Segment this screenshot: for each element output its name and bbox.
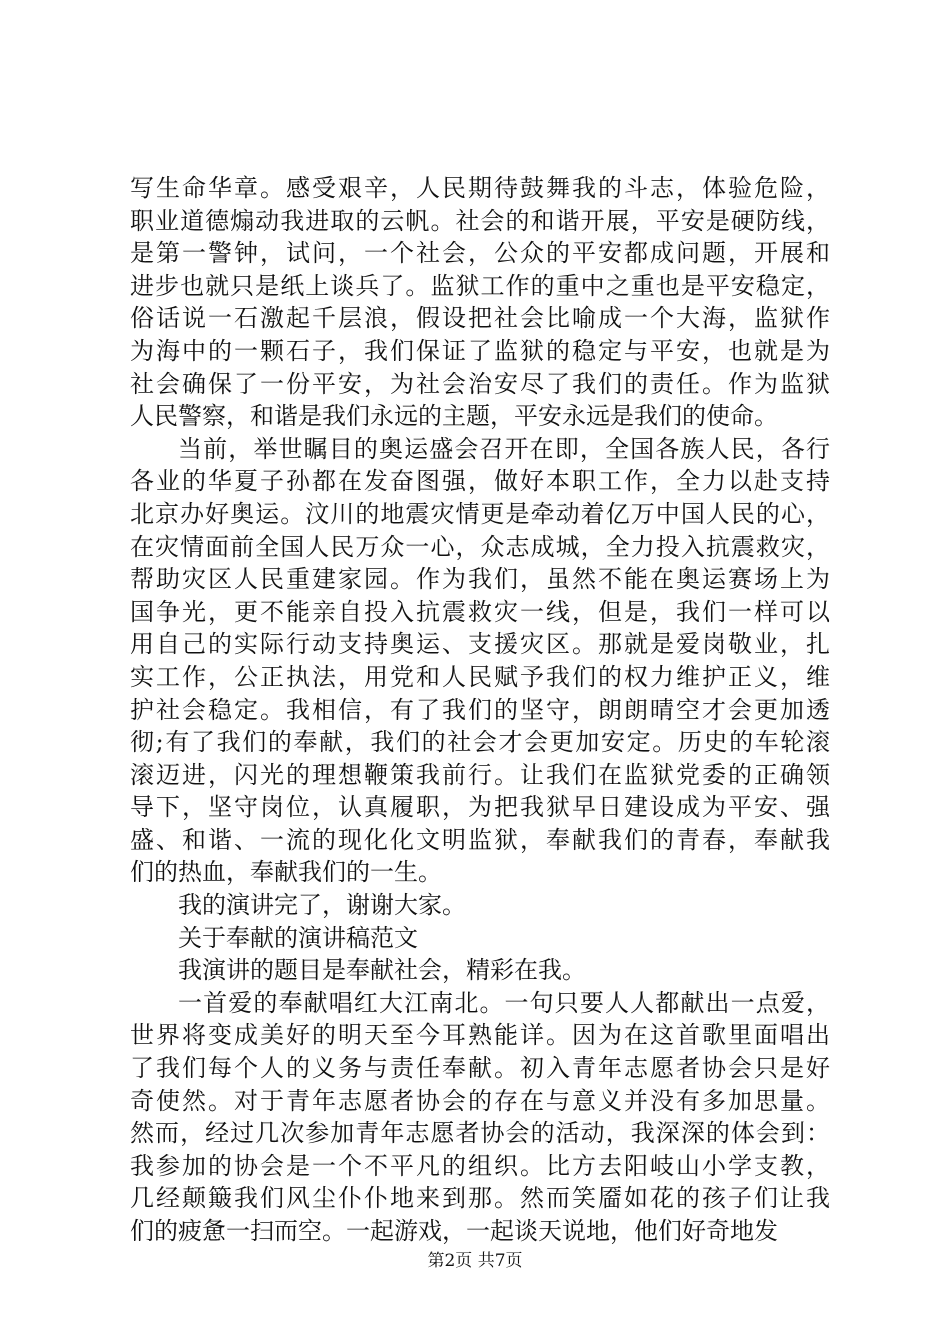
text-line: 奇使然。对于青年志愿者协会的存在与意义并没有多加思量。 xyxy=(130,1086,830,1115)
text-line: 世界将变成美好的明天至今耳熟能详。因为在这首歌里面唱出 xyxy=(130,1021,830,1050)
text-line: 护社会稳定。我相信，有了我们的坚守，朗朗晴空才会更加透 xyxy=(130,695,830,724)
text-line: 我的演讲完了，谢谢大家。 xyxy=(178,891,466,920)
text-line: 一首爱的奉献唱红大江南北。一句只要人人都献出一点爱， xyxy=(178,988,830,1017)
paragraph xyxy=(130,433,830,889)
text-line: 然而，经过几次参加青年志愿者协会的活动，我深深的体会到： xyxy=(130,1119,830,1148)
document-body xyxy=(130,172,830,1248)
paragraph xyxy=(130,987,830,1248)
text-line: 我演讲的题目是奉献社会，精彩在我。 xyxy=(178,956,586,985)
paragraph xyxy=(130,172,830,433)
text-line: 国争光，更不能亲自投入抗震救灾一线，但是，我们一样可以 xyxy=(130,597,830,626)
text-line: 北京办好奥运。汶川的地震灾情更是牵动着亿万中国人民的心， xyxy=(130,499,830,528)
text-line: 滚迈进，闪光的理想鞭策我前行。让我们在监狱党委的正确领 xyxy=(130,760,830,789)
text-line: 几经颠簸我们风尘仆仆地来到那。然而笑靥如花的孩子们让我 xyxy=(130,1184,830,1213)
text-line: 彻;有了我们的奉献，我们的社会才会更加安定。历史的车轮滚 xyxy=(130,728,830,757)
text-line: 社会确保了一份平安，为社会治安尽了我们的责任。作为监狱 xyxy=(130,369,830,398)
paragraph xyxy=(130,954,830,987)
text-line: 实工作，公正执法，用党和人民赋予我们的权力维护正义，维 xyxy=(130,662,830,691)
text-line: 职业道德煽动我进取的云帆。社会的和谐开展，平安是硬防线， xyxy=(130,206,830,235)
text-line: 进步也就只是纸上谈兵了。监狱工作的重中之重也是平安稳定， xyxy=(130,271,830,300)
text-line: 关于奉献的演讲稿范文 xyxy=(178,923,418,952)
text-line: 人民警察，和谐是我们永远的主题，平安永远是我们的使命。 xyxy=(130,402,778,431)
text-line: 用自己的实际行动支持奥运、支援灾区。那就是爱岗敬业，扎 xyxy=(130,630,830,659)
text-line: 在灾情面前全国人民万众一心，众志成城，全力投入抗震救灾， xyxy=(130,532,830,561)
text-line: 各业的华夏子孙都在发奋图强，做好本职工作，全力以赴支持 xyxy=(130,467,830,496)
text-line: 了我们每个人的义务与责任奉献。初入青年志愿者协会只是好 xyxy=(130,1054,830,1083)
text-line: 为海中的一颗石子，我们保证了监狱的稳定与平安，也就是为 xyxy=(130,336,830,365)
text-line: 们的热血，奉献我们的一生。 xyxy=(130,858,442,887)
text-line: 当前，举世瞩目的奥运盛会召开在即，全国各族人民，各行 xyxy=(178,434,830,463)
text-line: 导下，坚守岗位，认真履职，为把我狱早日建设成为平安、强 xyxy=(130,793,830,822)
page-footer: 第2页 共7页 xyxy=(427,1251,523,1271)
text-line: 俗话说一石激起千层浪，假设把社会比喻成一个大海，监狱作 xyxy=(130,304,830,333)
text-line: 写生命华章。感受艰辛，人民期待鼓舞我的斗志，体验危险， xyxy=(130,174,830,202)
paragraph xyxy=(130,922,830,955)
paragraph xyxy=(130,889,830,922)
text-line: 帮助灾区人民重建家园。作为我们，虽然不能在奥运赛场上为 xyxy=(130,565,830,594)
text-line: 我参加的协会是一个不平凡的组织。比方去阳岐山小学支教， xyxy=(130,1151,830,1180)
text-line: 们的疲惫一扫而空。一起游戏，一起谈天说地，他们好奇地发 xyxy=(130,1217,778,1245)
text-line: 是第一警钟，试问，一个社会，公众的平安都成问题，开展和 xyxy=(130,239,830,268)
text-line: 盛、和谐、一流的现化化文明监狱，奉献我们的青春，奉献我 xyxy=(130,825,830,854)
